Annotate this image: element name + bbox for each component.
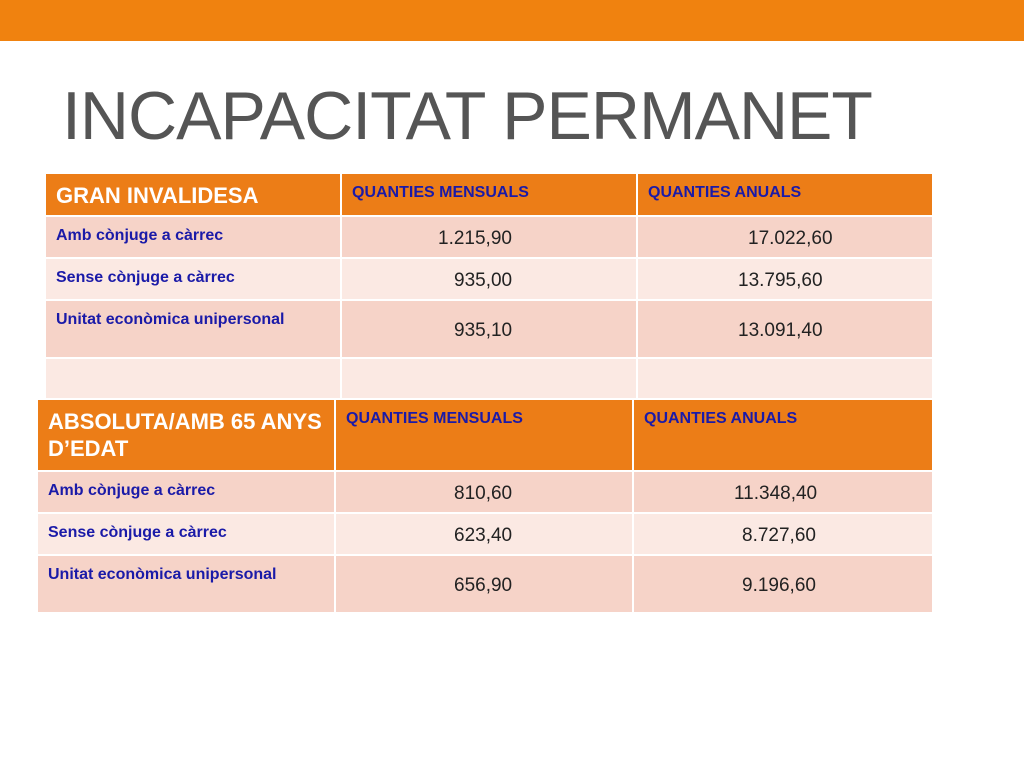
table-row — [37, 555, 933, 613]
row-label: Amb cònjuge a càrrec — [45, 216, 341, 258]
row-label: Sense cònjuge a càrrec — [37, 513, 335, 555]
table-header-row — [45, 173, 933, 216]
table-header-row — [37, 399, 933, 471]
table-row — [45, 258, 933, 300]
table-row — [45, 300, 933, 358]
table-row — [37, 471, 933, 513]
row-label — [45, 358, 341, 400]
annual-amount: 9.196,60 — [633, 555, 933, 613]
monthly-amount: 1.215,90 — [341, 216, 637, 258]
monthly-amount: 810,60 — [335, 471, 633, 513]
monthly-amount — [341, 358, 637, 400]
annual-amount: 13.091,40 — [637, 300, 933, 358]
row-label: Sense cònjuge a càrrec — [45, 258, 341, 300]
annual-amount: 8.727,60 — [633, 513, 933, 555]
annual-amount: 11.348,40 — [633, 471, 933, 513]
table-row — [45, 216, 933, 258]
column-header-monthly: QUANTIES MENSUALS — [335, 399, 633, 471]
table-category-header: GRAN INVALIDESA — [45, 173, 341, 216]
slide-title: INCAPACITAT PERMANET — [62, 78, 872, 154]
row-label: Unitat econòmica unipersonal — [37, 555, 335, 613]
table-category-header: ABSOLUTA/AMB 65 ANYS D’EDAT — [37, 399, 335, 471]
monthly-amount: 935,00 — [341, 258, 637, 300]
top-accent-bar — [0, 0, 1024, 41]
column-header-monthly: QUANTIES MENSUALS — [341, 173, 637, 216]
monthly-amount: 935,10 — [341, 300, 637, 358]
absoluta-table — [36, 398, 934, 614]
column-header-annual: QUANTIES ANUALS — [633, 399, 933, 471]
table-row — [37, 513, 933, 555]
row-label: Amb cònjuge a càrrec — [37, 471, 335, 513]
monthly-amount: 656,90 — [335, 555, 633, 613]
annual-amount — [637, 358, 933, 400]
table-row-empty — [45, 358, 933, 400]
gran-invalidesa-table — [44, 172, 934, 401]
column-header-annual: QUANTIES ANUALS — [637, 173, 933, 216]
row-label: Unitat econòmica unipersonal — [45, 300, 341, 358]
annual-amount: 13.795,60 — [637, 258, 933, 300]
annual-amount: 17.022,60 — [637, 216, 933, 258]
monthly-amount: 623,40 — [335, 513, 633, 555]
